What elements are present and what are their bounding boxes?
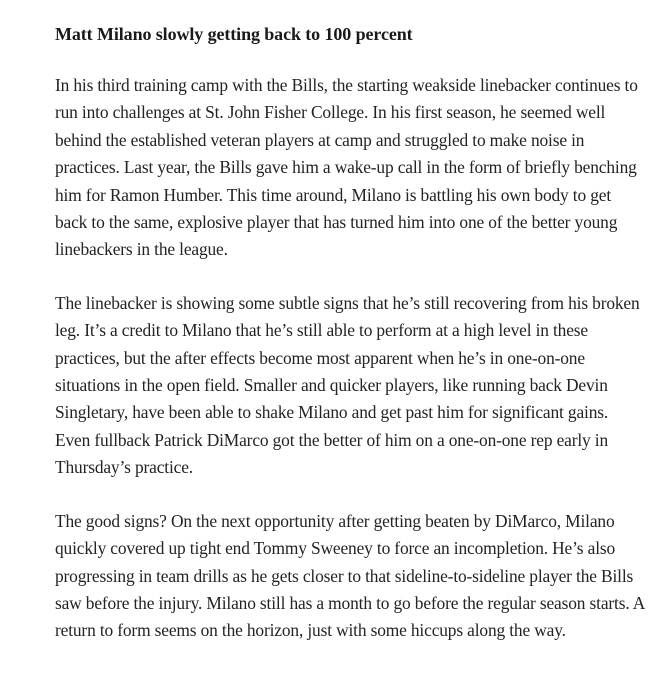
article-paragraph-1: In his third training camp with the Bills, the starting weakside linebacker continues to run into challenges at St. John Fisher College. In his first season, he seemed well behind the established veteran players at camp and struggled to make noise in practices. Last year, the Bills gave him a wake-up call in the form of briefly benching him for Ramon Humber. This time around, Milano is battling his own body to get back to the same, explosive player that has turned him into one of the better young linebackers in the league. [55,75,638,260]
article-headline: Matt Milano slowly getting back to 100 percent [55,24,413,44]
article-body [55,22,645,645]
article-paragraph-2: The linebacker is showing some subtle signs that he’s still recovering from his broken leg. It’s a credit to Milano that he’s still able to perform at a high level in these practices, but the after effects become most apparent when he’s in one-on-one situations in the open field. Smaller and quicker players, like running back Devin Singletary, have been able to shake Milano and get past him for significant gains. Even fullback Patrick DiMarco got the better of him on a one-on-one rep early in Thursday’s practice. [55,292,640,478]
article-paragraph-3: The good signs? On the next opportunity after getting beaten by DiMarco, Milano quickly covered up tight end Tommy Sweeney to force an incompletion. He’s also progressing in team drills as he gets closer to that sideline-to-sideline player the Bills saw before the injury. Milano still has a month to go before the regular season starts. A return to form seems on the horizon, just with some hiccups along the way. [55,510,645,641]
